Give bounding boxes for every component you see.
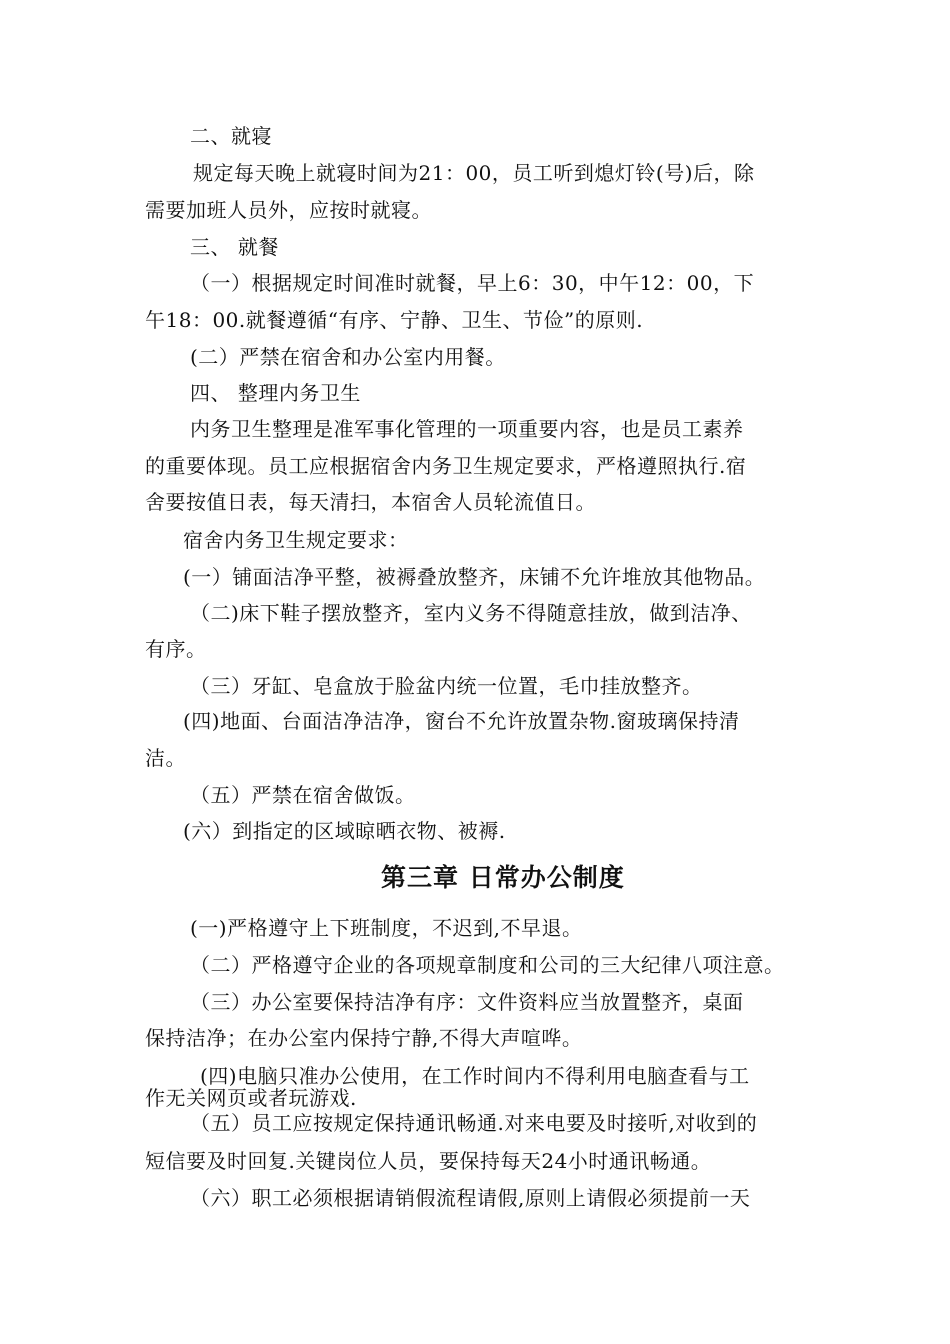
paragraph-line: 作无关网页或者玩游戏. xyxy=(145,1086,357,1110)
list-item: (四)地面、台面洁净洁净，窗台不允许放置杂物.窗玻璃保持清 xyxy=(183,709,740,733)
paragraph-line: （一）根据规定时间准时就餐，早上6：30，中午12：00，下 xyxy=(190,271,755,295)
list-item: (四)电脑只准办公使用，在工作时间内不得利用电脑查看与工 xyxy=(200,1064,750,1088)
list-item: （二)床下鞋子摆放整齐，室内义务不得随意挂放，做到洁净、 xyxy=(190,601,752,625)
paragraph-line: 规定每天晚上就寝时间为21：00，员工听到熄灯铃(号)后，除 xyxy=(193,161,755,185)
chapter-title: 第三章 日常办公制度 xyxy=(381,863,625,892)
paragraph-line: 洁。 xyxy=(145,746,186,770)
list-item: （六）职工必须根据请销假流程请假,原则上请假必须提前一天 xyxy=(190,1186,751,1210)
paragraph-line: 的重要体现。员工应根据宿舍内务卫生规定要求，严格遵照执行.宿 xyxy=(145,454,747,478)
section-heading-meals: 三、 就餐 xyxy=(190,235,279,259)
list-item: （五）严禁在宿舍做饭。 xyxy=(190,783,416,807)
list-item: （三）办公室要保持洁净有序：文件资料应当放置整齐，桌面 xyxy=(190,990,744,1014)
paragraph-line: 舍要按值日表，每天清扫，本宿舍人员轮流值日。 xyxy=(145,490,596,514)
paragraph-line: 保持洁净；在办公室内保持宁静,不得大声喧哗。 xyxy=(145,1026,583,1050)
list-item: （三）牙缸、皂盒放于脸盆内统一位置，毛巾挂放整齐。 xyxy=(190,674,703,698)
paragraph-line: 需要加班人员外，应按时就寝。 xyxy=(145,198,432,222)
list-item: （二）严格遵守企业的各项规章制度和公司的三大纪律八项注意。 xyxy=(190,953,785,977)
paragraph-line: 午18：00.就餐遵循“有序、宁静、卫生、节俭”的原则. xyxy=(145,308,644,332)
list-item: （五）员工应按规定保持通讯畅通.对来电要及时接听,对收到的 xyxy=(190,1111,758,1135)
paragraph-line: 短信要及时回复.关键岗位人员，要保持每天24小时通讯畅通。 xyxy=(145,1149,712,1173)
paragraph-line: 内务卫生整理是准军事化管理的一项重要内容，也是员工素养 xyxy=(190,417,744,441)
section-heading-housekeeping: 四、 整理内务卫生 xyxy=(190,381,361,405)
list-item: (一)严格遵守上下班制度，不迟到,不早退。 xyxy=(190,916,583,940)
section-heading-sleep: 二、就寝 xyxy=(190,124,272,148)
subheading: 宿舍内务卫生规定要求： xyxy=(183,528,409,552)
list-item: (二）严禁在宿舍和办公室内用餐。 xyxy=(190,345,506,369)
list-item: (六）到指定的区域晾晒衣物、被褥. xyxy=(183,819,506,843)
paragraph-line: 有序。 xyxy=(145,637,207,661)
list-item: (一）铺面洁净平整，被褥叠放整齐，床铺不允许堆放其他物品。 xyxy=(183,565,766,589)
